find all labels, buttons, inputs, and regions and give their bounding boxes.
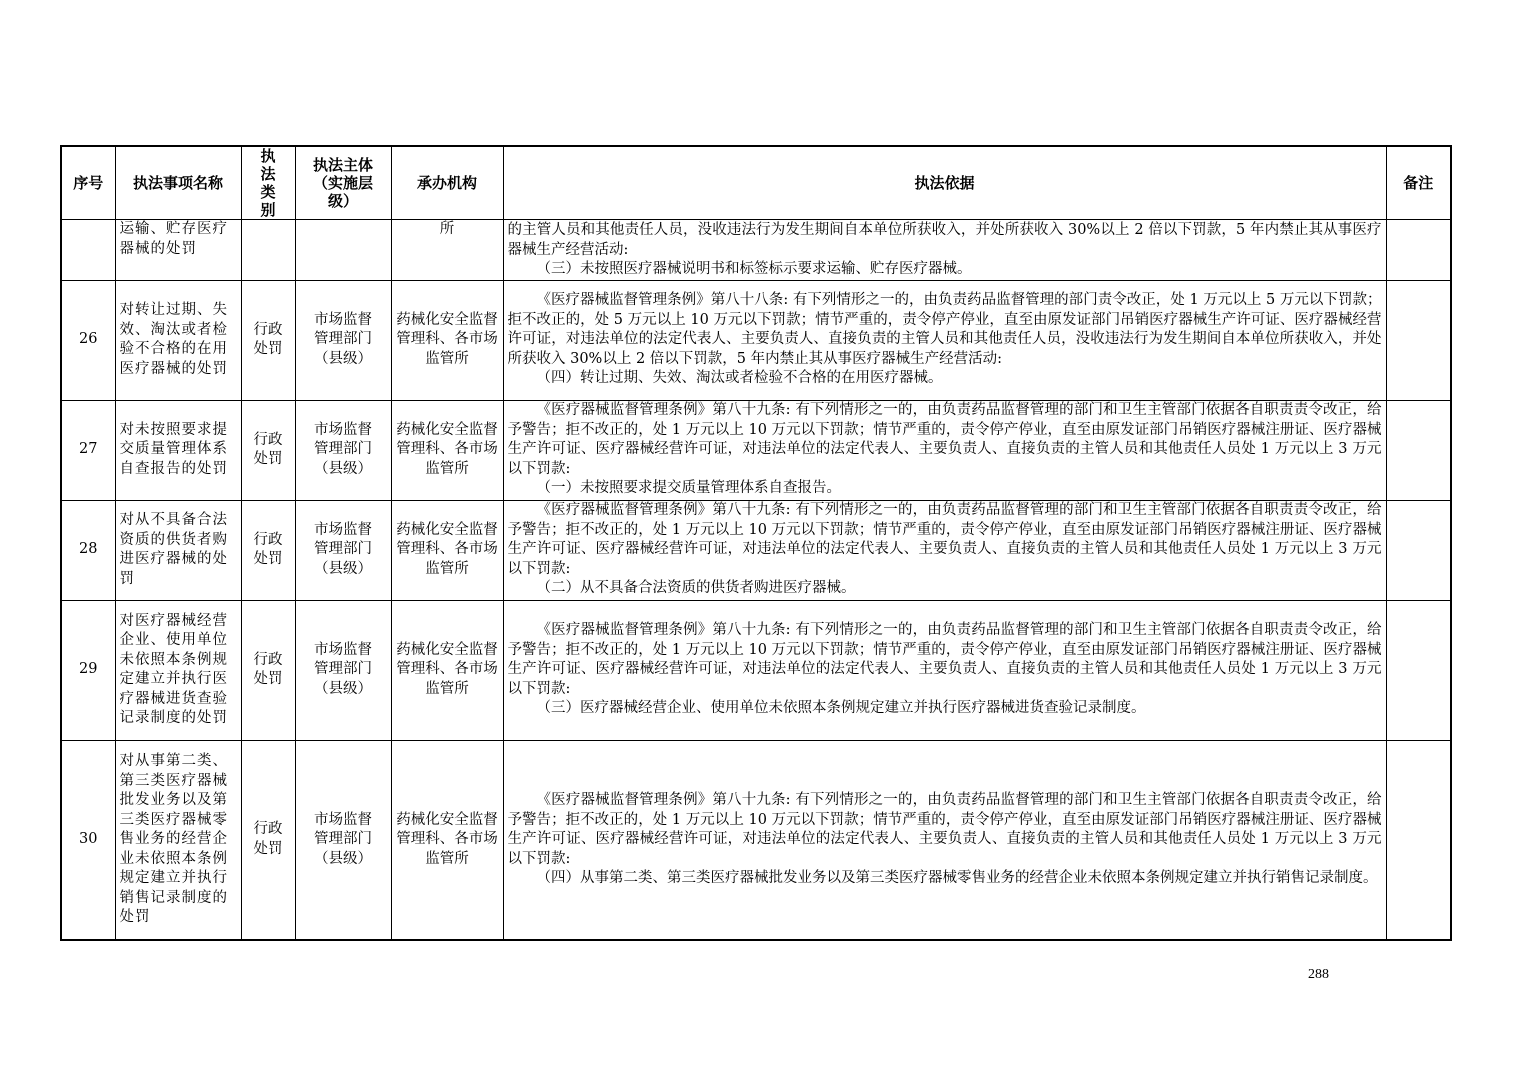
basis-paragraph: 的主管人员和其他责任人员，没收违法行为发生期间自本单位所获收入，并处所获收入 30%以上 2 倍以下罚款，5 年内禁止其从事医疗器械生产经营活动: (507, 222, 1382, 258)
row-subject: 市场监督管理部门（县级） (295, 500, 391, 600)
header-item-name: 执法事项名称 (115, 146, 241, 220)
row-basis (503, 600, 1386, 740)
table-row (61, 220, 1451, 281)
basis-paragraph: 《医疗器械监督管理条例》第八十八条: 有下列情形之一的，由负责药品监督管理的部门责令改正，处 1 万元以上 5 万元以下罚款；拒不改正的，处 5 万元以上 10 万元以下罚款；情节严重的，责令停产停业，直至由原发证部门吊销医疗器械生产许可证、医疗器械经营许可证，对违法单位的法定代表人、主要负责人、直接负责的主管人员和其他责任人员，没收违法行为发生期间自本单位所获收入，并处所获收入 30%以上 2 倍以下罚款，5 年内禁止其从事医疗器械生产经营活动: (507, 292, 1382, 367)
row-remark (1386, 600, 1451, 740)
row-remark (1386, 280, 1451, 400)
row-basis (503, 280, 1386, 400)
table-row (61, 500, 1451, 600)
row-no: 27 (61, 400, 115, 500)
row-remark (1386, 500, 1451, 600)
basis-paragraph: 《医疗器械监督管理条例》第八十九条: 有下列情形之一的，由负责药品监督管理的部门和卫生主管部门依据各自职责责令改正，给予警告；拒不改正的，处 1 万元以上 10 万元以下罚款；情节严重的，责令停产停业，直至由原发证部门吊销医疗器械注册证、医疗器械生产许可证、医疗器械经营许可证，对违法单位的法定代表人、主要负责人、直接负责的主管人员和其他责任人员处 1 万元以上 3 万元以下罚款: (507, 622, 1382, 697)
row-subject: 市场监督管理部门（县级） (295, 600, 391, 740)
basis-clause: （三）未按照医疗器械说明书和标签标示要求运输、贮存医疗器械。 (536, 261, 972, 277)
table-row (61, 280, 1451, 400)
basis-paragraph: 《医疗器械监督管理条例》第八十九条: 有下列情形之一的，由负责药品监督管理的部门和卫生主管部门依据各自职责责令改正，给予警告；拒不改正的，处 1 万元以上 10 万元以下罚款；情节严重的，责令停产停业，直至由原发证部门吊销医疗器械注册证、医疗器械生产许可证、医疗器械经营许可证，对违法单位的法定代表人、主要负责人、直接负责的主管人员和其他责任人员处 1 万元以上 3 万元以下罚款: (507, 502, 1382, 577)
row-basis (503, 400, 1386, 500)
table-row (61, 600, 1451, 740)
table-row (61, 400, 1451, 500)
basis-clause: （一）未按照要求提交质量管理体系自查报告。 (536, 480, 841, 497)
header-remark: 备注 (1386, 146, 1451, 220)
row-category: 行政处罚 (241, 400, 295, 500)
row-remark (1386, 740, 1451, 940)
row-category: 行政处罚 (241, 500, 295, 600)
row-org: 药械化安全监督管理科、各市场监管所 (391, 740, 503, 940)
page-number: 288 (1308, 967, 1329, 982)
basis-clause: （四）从事第二类、第三类医疗器械批发业务以及第三类医疗器械零售业务的经营企业未依照本条例规定建立并执行销售记录制度。 (536, 870, 1378, 886)
header-no: 序号 (61, 146, 115, 220)
row-subject: 市场监督管理部门（县级） (295, 280, 391, 400)
row-item-name: 对从事第二类、第三类医疗器械批发业务以及第三类医疗器械零售业务的经营企业未依照本条例规定建立并执行销售记录制度的处罚 (115, 740, 241, 940)
row-item-name: 对未按照要求提交质量管理体系自查报告的处罚 (115, 400, 241, 500)
table-row (61, 740, 1451, 940)
row-no: 30 (61, 740, 115, 940)
header-basis: 执法依据 (503, 146, 1386, 220)
row-item-name: 对转让过期、失效、淘汰或者检验不合格的在用医疗器械的处罚 (115, 280, 241, 400)
basis-paragraph: 《医疗器械监督管理条例》第八十九条: 有下列情形之一的，由负责药品监督管理的部门和卫生主管部门依据各自职责责令改正，给予警告；拒不改正的，处 1 万元以上 10 万元以下罚款；情节严重的，责令停产停业，直至由原发证部门吊销医疗器械注册证、医疗器械生产许可证、医疗器械经营许可证，对违法单位的法定代表人、主要负责人、直接负责的主管人员和其他责任人员处 1 万元以上 3 万元以下罚款: (507, 792, 1382, 867)
enforcement-items-table (60, 145, 1452, 941)
row-basis (503, 740, 1386, 940)
row-category: 行政处罚 (241, 600, 295, 740)
row-category: 行政处罚 (241, 280, 295, 400)
row-category: 行政处罚 (241, 740, 295, 940)
header-subject: 执法主体（实施层级） (295, 146, 391, 220)
row-remark (1386, 400, 1451, 500)
header-org: 承办机构 (391, 146, 503, 220)
row-org: 药械化安全监督管理科、各市场监管所 (391, 600, 503, 740)
basis-clause: （二）从不具备合法资质的供货者购进医疗器械。 (536, 580, 856, 597)
row-subject (295, 220, 391, 281)
row-no: 26 (61, 280, 115, 400)
row-item-name: 对从不具备合法资质的供货者购进医疗器械的处罚 (115, 500, 241, 600)
header-category: 执法类别 (241, 146, 295, 220)
row-org: 所 (391, 220, 503, 281)
row-item-name: 对医疗器械经营企业、使用单位未依照本条例规定建立并执行医疗器械进货查验记录制度的处罚 (115, 600, 241, 740)
row-org: 药械化安全监督管理科、各市场监管所 (391, 280, 503, 400)
row-org: 药械化安全监督管理科、各市场监管所 (391, 500, 503, 600)
table-header-row (61, 146, 1451, 220)
row-no: 28 (61, 500, 115, 600)
basis-paragraph: 《医疗器械监督管理条例》第八十九条: 有下列情形之一的，由负责药品监督管理的部门和卫生主管部门依据各自职责责令改正，给予警告；拒不改正的，处 1 万元以上 10 万元以下罚款；情节严重的，责令停产停业，直至由原发证部门吊销医疗器械注册证、医疗器械生产许可证、医疗器械经营许可证，对违法单位的法定代表人、主要负责人、直接负责的主管人员和其他责任人员处 1 万元以上 3 万元以下罚款: (507, 402, 1382, 477)
row-no (61, 220, 115, 281)
row-org: 药械化安全监督管理科、各市场监管所 (391, 400, 503, 500)
basis-clause: （四）转让过期、失效、淘汰或者检验不合格的在用医疗器械。 (536, 370, 943, 387)
row-remark (1386, 220, 1451, 281)
row-basis (503, 500, 1386, 600)
row-no: 29 (61, 600, 115, 740)
row-basis (503, 220, 1386, 281)
row-subject: 市场监督管理部门（县级） (295, 740, 391, 940)
basis-clause: （三）医疗器械经营企业、使用单位未依照本条例规定建立并执行医疗器械进货查验记录制度。 (536, 700, 1146, 717)
row-category (241, 220, 295, 281)
row-subject: 市场监督管理部门（县级） (295, 400, 391, 500)
row-item-name: 运输、贮存医疗器械的处罚 (115, 220, 241, 281)
